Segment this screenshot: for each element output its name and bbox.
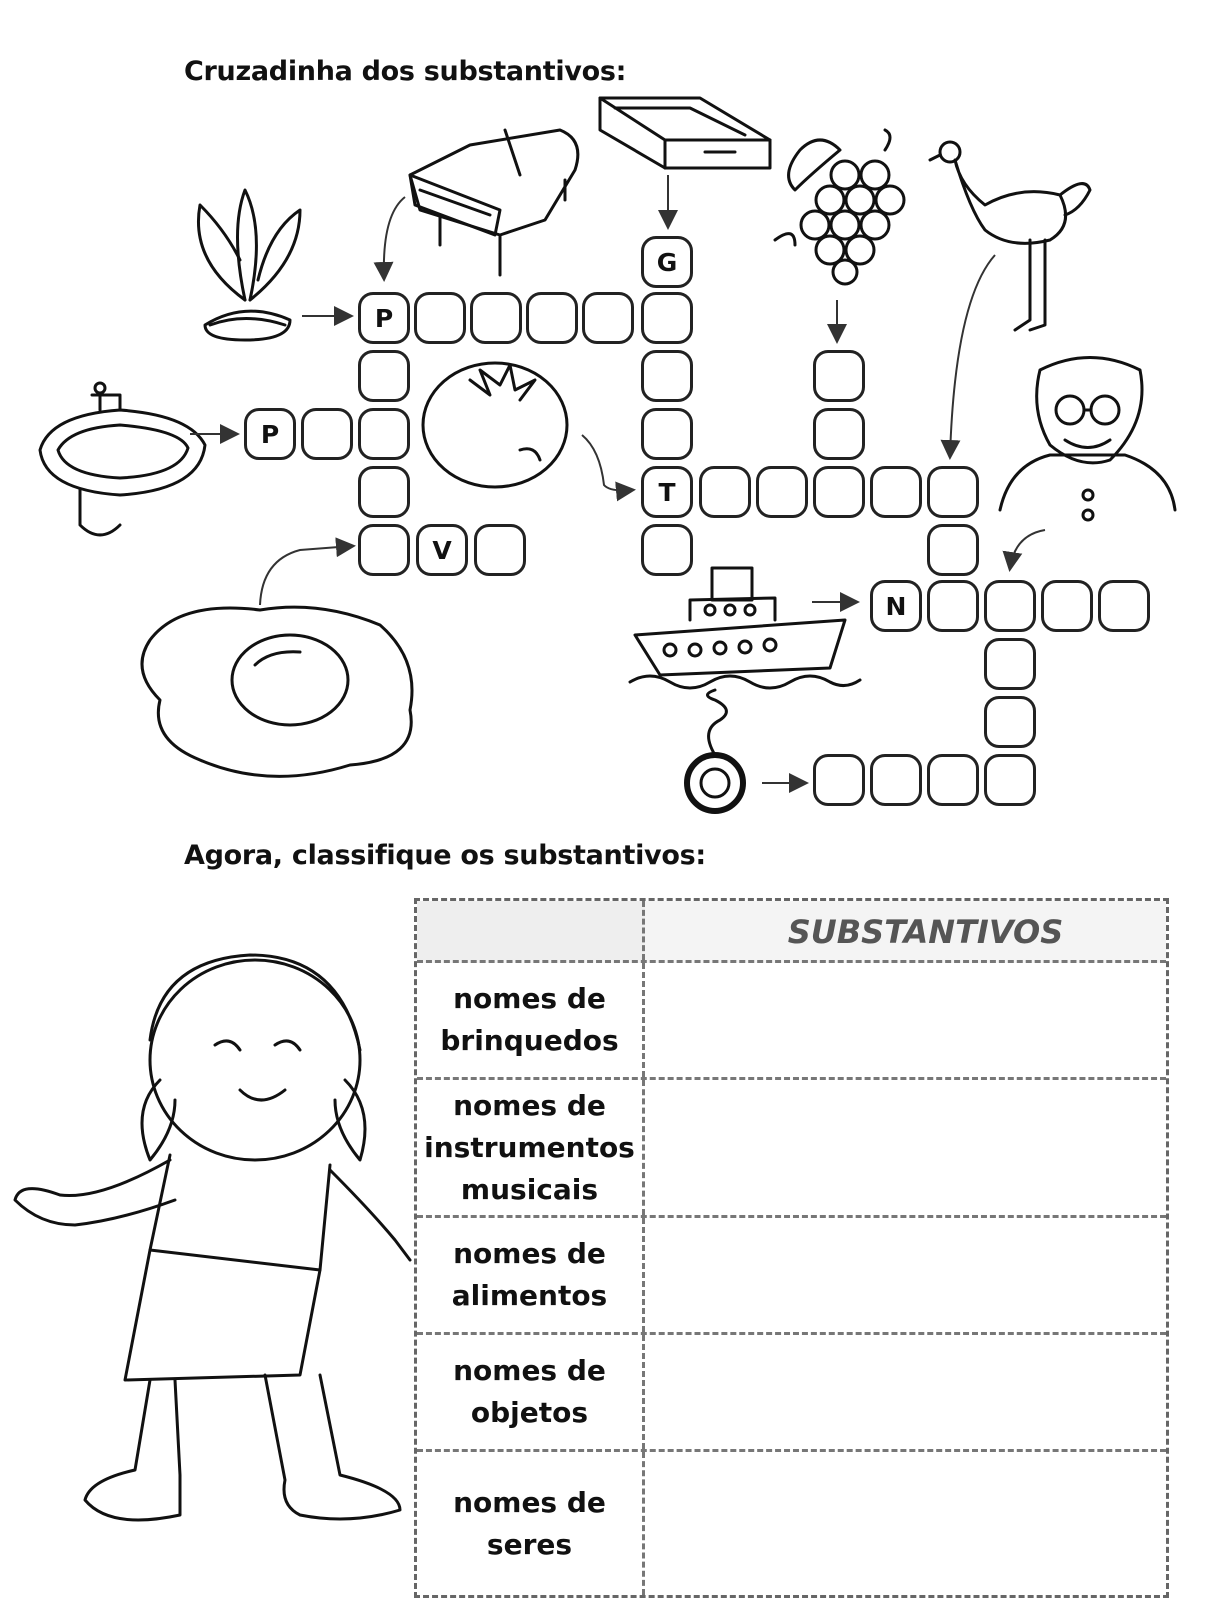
table-row[interactable] [417, 1452, 1166, 1595]
crossword-cell[interactable] [984, 638, 1036, 690]
crossword-cell[interactable] [756, 466, 808, 518]
table-header-row [417, 901, 1166, 963]
crossword-cell[interactable] [358, 466, 410, 518]
tomato-icon [423, 363, 567, 487]
crossword-cell[interactable] [984, 580, 1036, 632]
crossword-cell[interactable] [358, 350, 410, 402]
yoyo-icon [687, 690, 743, 811]
crossword-cell[interactable] [927, 466, 979, 518]
arrow-icon [950, 255, 995, 456]
sink-icon [40, 383, 205, 535]
crossword-cell[interactable] [870, 466, 922, 518]
piano-icon [410, 130, 578, 275]
crossword-cell[interactable] [927, 754, 979, 806]
arrow-icon [1010, 530, 1045, 568]
table-row[interactable] [417, 1335, 1166, 1452]
row-label: nomes de instrumentos musicais [424, 1088, 635, 1206]
crossword-cell[interactable] [813, 754, 865, 806]
arrow-icon [582, 435, 632, 490]
arrow-icon [260, 546, 352, 605]
ostrich-icon [930, 142, 1090, 330]
crossword-cell[interactable]: P [358, 292, 410, 344]
lettuce-icon [198, 190, 300, 340]
classify-title: Agora, classifique os substantivos: [184, 840, 706, 871]
crossword-cell[interactable] [582, 292, 634, 344]
crossword-cell[interactable] [699, 466, 751, 518]
crossword-cell[interactable] [358, 408, 410, 460]
crossword-cell[interactable] [984, 754, 1036, 806]
classification-table [414, 898, 1169, 1598]
crossword-cell[interactable]: N [870, 580, 922, 632]
crossword-cell[interactable] [641, 350, 693, 402]
crossword-cell[interactable]: T [641, 466, 693, 518]
crossword-cell[interactable] [927, 524, 979, 576]
crossword-cell[interactable] [526, 292, 578, 344]
crossword-cell[interactable] [641, 408, 693, 460]
crossword-cell[interactable] [301, 408, 353, 460]
crossword-cell[interactable] [813, 350, 865, 402]
row-label: nomes de seres [453, 1485, 606, 1561]
fried-egg-icon [142, 607, 412, 776]
table-row[interactable] [417, 1218, 1166, 1335]
crossword-cell[interactable] [870, 754, 922, 806]
crossword-cell[interactable] [927, 580, 979, 632]
row-label: nomes de objetos [453, 1354, 606, 1429]
crossword-cell[interactable]: V [416, 524, 468, 576]
table-row[interactable] [417, 1080, 1166, 1218]
crossword-cell[interactable] [641, 292, 693, 344]
crossword-cell[interactable] [984, 696, 1036, 748]
crossword-cell[interactable]: G [641, 236, 693, 288]
crossword-cell[interactable] [358, 524, 410, 576]
crossword-cell[interactable] [1098, 580, 1150, 632]
row-label: nomes de brinquedos [440, 982, 619, 1057]
drawer-icon [600, 98, 770, 168]
crossword-cell[interactable] [1041, 580, 1093, 632]
arrow-icon [384, 197, 405, 278]
crossword-cell[interactable] [813, 466, 865, 518]
table-header: SUBSTANTIVOS [787, 913, 1064, 951]
table-header-blank [417, 901, 645, 960]
crossword-cell[interactable]: P [244, 408, 296, 460]
crossword-cell[interactable] [813, 408, 865, 460]
crossword-cell[interactable] [474, 524, 526, 576]
crossword-title: Cruzadinha dos substantivos: [184, 56, 627, 87]
grapes-icon [775, 130, 904, 284]
table-row[interactable] [417, 963, 1166, 1080]
crossword-cell[interactable] [470, 292, 522, 344]
grandfather-icon [1000, 358, 1175, 521]
crossword-cell[interactable] [641, 524, 693, 576]
girl-icon [15, 955, 410, 1520]
crossword-cell[interactable] [414, 292, 466, 344]
row-label: nomes de alimentos [451, 1237, 608, 1312]
ship-icon [630, 568, 860, 688]
